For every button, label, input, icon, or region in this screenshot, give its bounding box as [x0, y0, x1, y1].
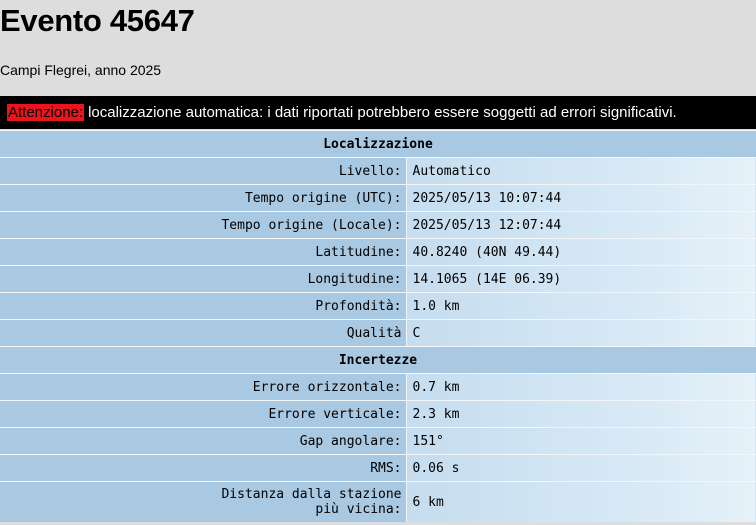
row-label: Livello: [0, 158, 406, 185]
table-row-qualita [0, 320, 756, 347]
table-row-tempo-utc [0, 185, 756, 212]
table-row-rms [0, 455, 756, 482]
row-value: 6 km [406, 482, 756, 523]
row-label: Tempo origine (UTC): [0, 185, 406, 212]
table-row-latitudine [0, 239, 756, 266]
warning-message: localizzazione automatica: i dati riportati potrebbero essere soggetti ad errori significativi. [88, 104, 677, 121]
page-title: Evento 45647 [0, 3, 195, 38]
table-row-longitudine [0, 266, 756, 293]
warning-banner [0, 96, 756, 129]
section-header-incertezze [0, 347, 756, 374]
row-label: Longitudine: [0, 266, 406, 293]
row-label: Qualità [0, 320, 406, 347]
row-label-line1: Distanza dalla stazione [221, 487, 402, 502]
table-row-tempo-locale [0, 212, 756, 239]
row-value: 40.8240 (40N 49.44) [406, 239, 756, 266]
table-row-gap-angolare [0, 428, 756, 455]
section-title: Localizzazione [0, 131, 756, 158]
row-value: Automatico [406, 158, 756, 185]
section-title: Incertezze [0, 347, 756, 374]
row-value: 2025/05/13 10:07:44 [406, 185, 756, 212]
row-label: Tempo origine (Locale): [0, 212, 406, 239]
table-row-livello [0, 158, 756, 185]
row-value: 2.3 km [406, 401, 756, 428]
row-value: 14.1065 (14E 06.39) [406, 266, 756, 293]
row-label: RMS: [0, 455, 406, 482]
row-label [0, 482, 406, 523]
event-details-table [0, 130, 756, 522]
row-value: 151° [406, 428, 756, 455]
row-value: 2025/05/13 12:07:44 [406, 212, 756, 239]
row-value: 1.0 km [406, 293, 756, 320]
row-label: Latitudine: [0, 239, 406, 266]
row-label: Errore orizzontale: [0, 374, 406, 401]
row-value: 0.06 s [406, 455, 756, 482]
row-value: 0.7 km [406, 374, 756, 401]
warning-tag: Attenzione: [8, 104, 84, 121]
table-row-errore-verticale [0, 401, 756, 428]
row-label: Gap angolare: [0, 428, 406, 455]
row-label: Errore verticale: [0, 401, 406, 428]
page-header [0, 0, 756, 96]
row-label-line2: più vicina: [315, 502, 402, 517]
table-row-errore-orizzontale [0, 374, 756, 401]
row-label: Profondità: [0, 293, 406, 320]
section-header-localizzazione [0, 131, 756, 158]
table-row-profondita [0, 293, 756, 320]
page-subtitle: Campi Flegrei, anno 2025 [0, 62, 162, 78]
table-row-distanza-stazione [0, 482, 756, 523]
row-value: C [406, 320, 756, 347]
